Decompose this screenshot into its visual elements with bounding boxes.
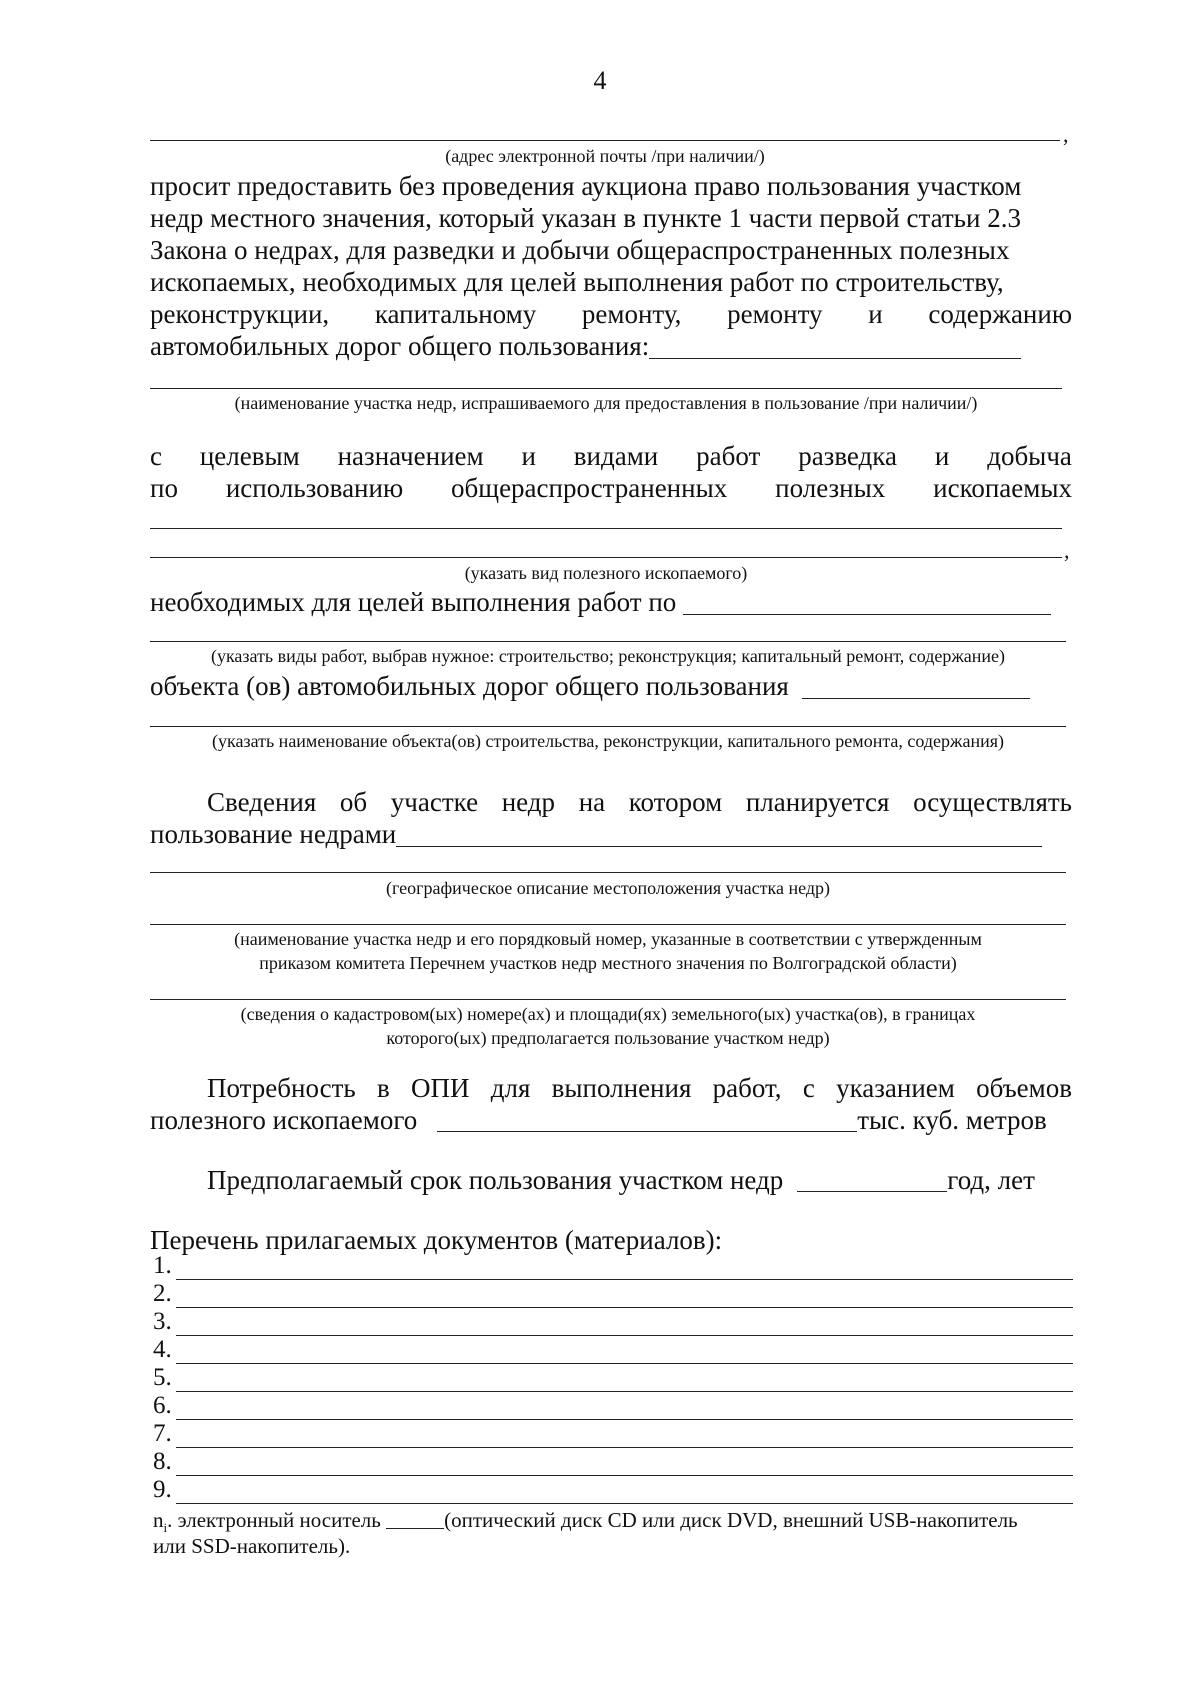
- request-line-1: просит предоставить без проведения аукциона право пользования участком: [150, 171, 1022, 201]
- purpose-line-2: [150, 472, 1072, 504]
- site-info-line-2-text: пользование недрами: [150, 819, 397, 849]
- email-caption: (адрес электронной почты /при наличии/): [445, 146, 765, 166]
- works-caption: (указать виды работ, выбрав нужное: строительство; реконструкция; капитальный ремонт, содержание): [210, 646, 1006, 666]
- list-item-line: [176, 1425, 1073, 1448]
- site-info-line-1: [207, 786, 1072, 818]
- works-line: [150, 586, 1051, 618]
- volume-blank: [437, 1104, 857, 1132]
- attachments-title: Перечень прилагаемых документов (материалов):: [150, 1225, 723, 1255]
- objects-line-text: объекта (ов) автомобильных дорог общего пользования: [150, 671, 789, 701]
- comma: ,: [1064, 538, 1070, 563]
- term-line: [207, 1164, 1072, 1196]
- word: планируется: [745, 787, 890, 817]
- site-info-line-2: [150, 818, 1042, 850]
- comma: ,: [1063, 122, 1069, 147]
- list-item-line: [176, 1453, 1073, 1476]
- works-line-text: необходимых для целей выполнения работ по: [150, 587, 677, 617]
- list-item-number: 2.: [153, 1280, 172, 1307]
- list-item: [153, 1392, 1073, 1420]
- word: назначением: [337, 441, 484, 471]
- media-blank: [386, 1528, 444, 1529]
- list-item: [153, 1308, 1073, 1336]
- word: Сведения: [207, 787, 317, 817]
- objects-caption: (указать наименование объекта(ов) строительства, реконструкции, капитального ремонта, содержания): [212, 731, 1004, 751]
- footnote-text-b: (оптический диск CD или диск DVD, внешний USB-накопитель: [444, 1508, 1018, 1532]
- objects-blank: [802, 698, 1030, 699]
- list-item: [153, 1336, 1073, 1364]
- site-name-blank-line: [150, 388, 1062, 389]
- word: с: [150, 441, 162, 471]
- word: по: [150, 473, 178, 503]
- registry-blank-line: [150, 924, 1066, 925]
- footnote-line-2: или SSD-накопитель).: [153, 1534, 351, 1558]
- word: ОПИ: [411, 1073, 470, 1103]
- works-blank-line: [150, 641, 1066, 642]
- word: и: [934, 441, 950, 471]
- request-line-5: [150, 298, 1072, 330]
- cadastral-caption-line-1: (сведения о кадастровом(ых) номере(ах) и площади(ях) земельного(ых) участка(ов), в границах: [240, 1004, 976, 1024]
- list-item-line: [176, 1257, 1073, 1280]
- need-line-1: [207, 1072, 1072, 1104]
- word: ремонту,: [581, 299, 682, 329]
- works-blank: [683, 614, 1051, 615]
- footnote-subscript: i: [163, 1520, 168, 1536]
- list-item: [153, 1448, 1073, 1476]
- word: указанием: [836, 1073, 955, 1103]
- road-name-blank: [649, 358, 1021, 359]
- email-blank-line: [150, 140, 1060, 141]
- word: на: [578, 787, 606, 817]
- list-item: [153, 1364, 1073, 1392]
- word: видами: [573, 441, 659, 471]
- cadastral-caption-line-2: которого(ых) предполагается пользование участком недр): [386, 1028, 830, 1048]
- list-item-line: [176, 1369, 1073, 1392]
- mineral-blank-line-1: [150, 528, 1062, 529]
- request-line-6-text: автомобильных дорог общего пользования:: [150, 331, 650, 361]
- word: котором: [628, 787, 723, 817]
- word: использованию: [225, 473, 404, 503]
- word: объемов: [976, 1073, 1072, 1103]
- word: содержанию: [928, 299, 1072, 329]
- list-item: [153, 1420, 1073, 1448]
- mineral-blank-line-2: [150, 557, 1062, 558]
- term-unit: год, лет: [947, 1165, 1035, 1195]
- list-item-number: 1.: [153, 1252, 172, 1279]
- volume-unit: тыс. куб. метров: [857, 1105, 1047, 1135]
- word: недр: [501, 787, 556, 817]
- request-line-6: [150, 330, 1021, 362]
- word: ископаемых: [933, 473, 1072, 503]
- objects-line: [150, 670, 1030, 702]
- word: осуществлять: [913, 787, 1072, 817]
- word: целевым: [199, 441, 300, 471]
- word: разведка: [798, 441, 897, 471]
- word: участке: [390, 787, 479, 817]
- geo-blank-line: [150, 872, 1066, 873]
- word: добыча: [987, 441, 1072, 471]
- word: реконструкции,: [150, 299, 330, 329]
- word: работ,: [712, 1073, 782, 1103]
- term-blank: [797, 1164, 947, 1192]
- need-line-2-text: полезного ископаемого: [150, 1105, 418, 1135]
- list-item: [153, 1280, 1073, 1308]
- footnote-prefix: n: [153, 1508, 164, 1532]
- list-item-number: 6.: [153, 1392, 172, 1419]
- need-line-2: [150, 1104, 1072, 1136]
- site-name-caption: (наименование участка недр, испрашиваемого для предоставления в пользование /при наличии/): [234, 393, 978, 413]
- list-item-line: [176, 1481, 1073, 1504]
- page-number: 4: [593, 66, 607, 95]
- word: об: [339, 787, 368, 817]
- list-item-line: [176, 1313, 1073, 1336]
- request-line-3: Закона о недрах, для разведки и добычи общераспространенных полезных: [150, 235, 1010, 265]
- word: с: [802, 1073, 815, 1103]
- request-line-2: недр местного значения, который указан в пункте 1 части первой статьи 2.3: [150, 203, 1021, 233]
- list-item-line: [176, 1397, 1073, 1420]
- site-use-blank: [396, 846, 1042, 847]
- word: ремонту: [727, 299, 823, 329]
- word: и: [868, 299, 883, 329]
- objects-blank-line: [150, 726, 1066, 727]
- list-item: [153, 1252, 1073, 1280]
- registry-caption-line-2: приказом комитета Перечнем участков недр местного значения по Волгоградской области): [259, 953, 957, 973]
- word: капитальному: [374, 299, 537, 329]
- list-item-number: 5.: [153, 1364, 172, 1391]
- list-item-number: 7.: [153, 1420, 172, 1447]
- word: полезных: [775, 473, 886, 503]
- word: и: [521, 441, 536, 471]
- list-item-number: 8.: [153, 1448, 172, 1475]
- request-line-4: ископаемых, необходимых для целей выполнения работ по строительству,: [150, 267, 1004, 297]
- list-item-number: 9.: [153, 1476, 172, 1503]
- geo-caption: (географическое описание местоположения участка недр): [385, 878, 831, 898]
- word: для: [490, 1073, 531, 1103]
- footnote-text-a: . электронный носитель: [167, 1508, 381, 1532]
- term-label: Предполагаемый срок пользования участком недр: [207, 1165, 784, 1195]
- purpose-line-1: [150, 440, 1072, 472]
- list-item-number: 3.: [153, 1308, 172, 1335]
- word: общераспространенных: [451, 473, 728, 503]
- mineral-caption: (указать вид полезного ископаемого): [464, 563, 748, 583]
- word: выполнения: [551, 1073, 692, 1103]
- list-item-number: 4.: [153, 1336, 172, 1363]
- word: в: [376, 1073, 390, 1103]
- word: Потребность: [207, 1073, 356, 1103]
- list-item-line: [176, 1285, 1073, 1308]
- list-item: [153, 1476, 1073, 1504]
- word: работ: [696, 441, 761, 471]
- cadastral-blank-line: [150, 999, 1066, 1000]
- list-item-line: [176, 1341, 1073, 1364]
- registry-caption-line-1: (наименование участка недр и его порядковый номер, указанные в соответствии с утвержденным: [234, 929, 982, 949]
